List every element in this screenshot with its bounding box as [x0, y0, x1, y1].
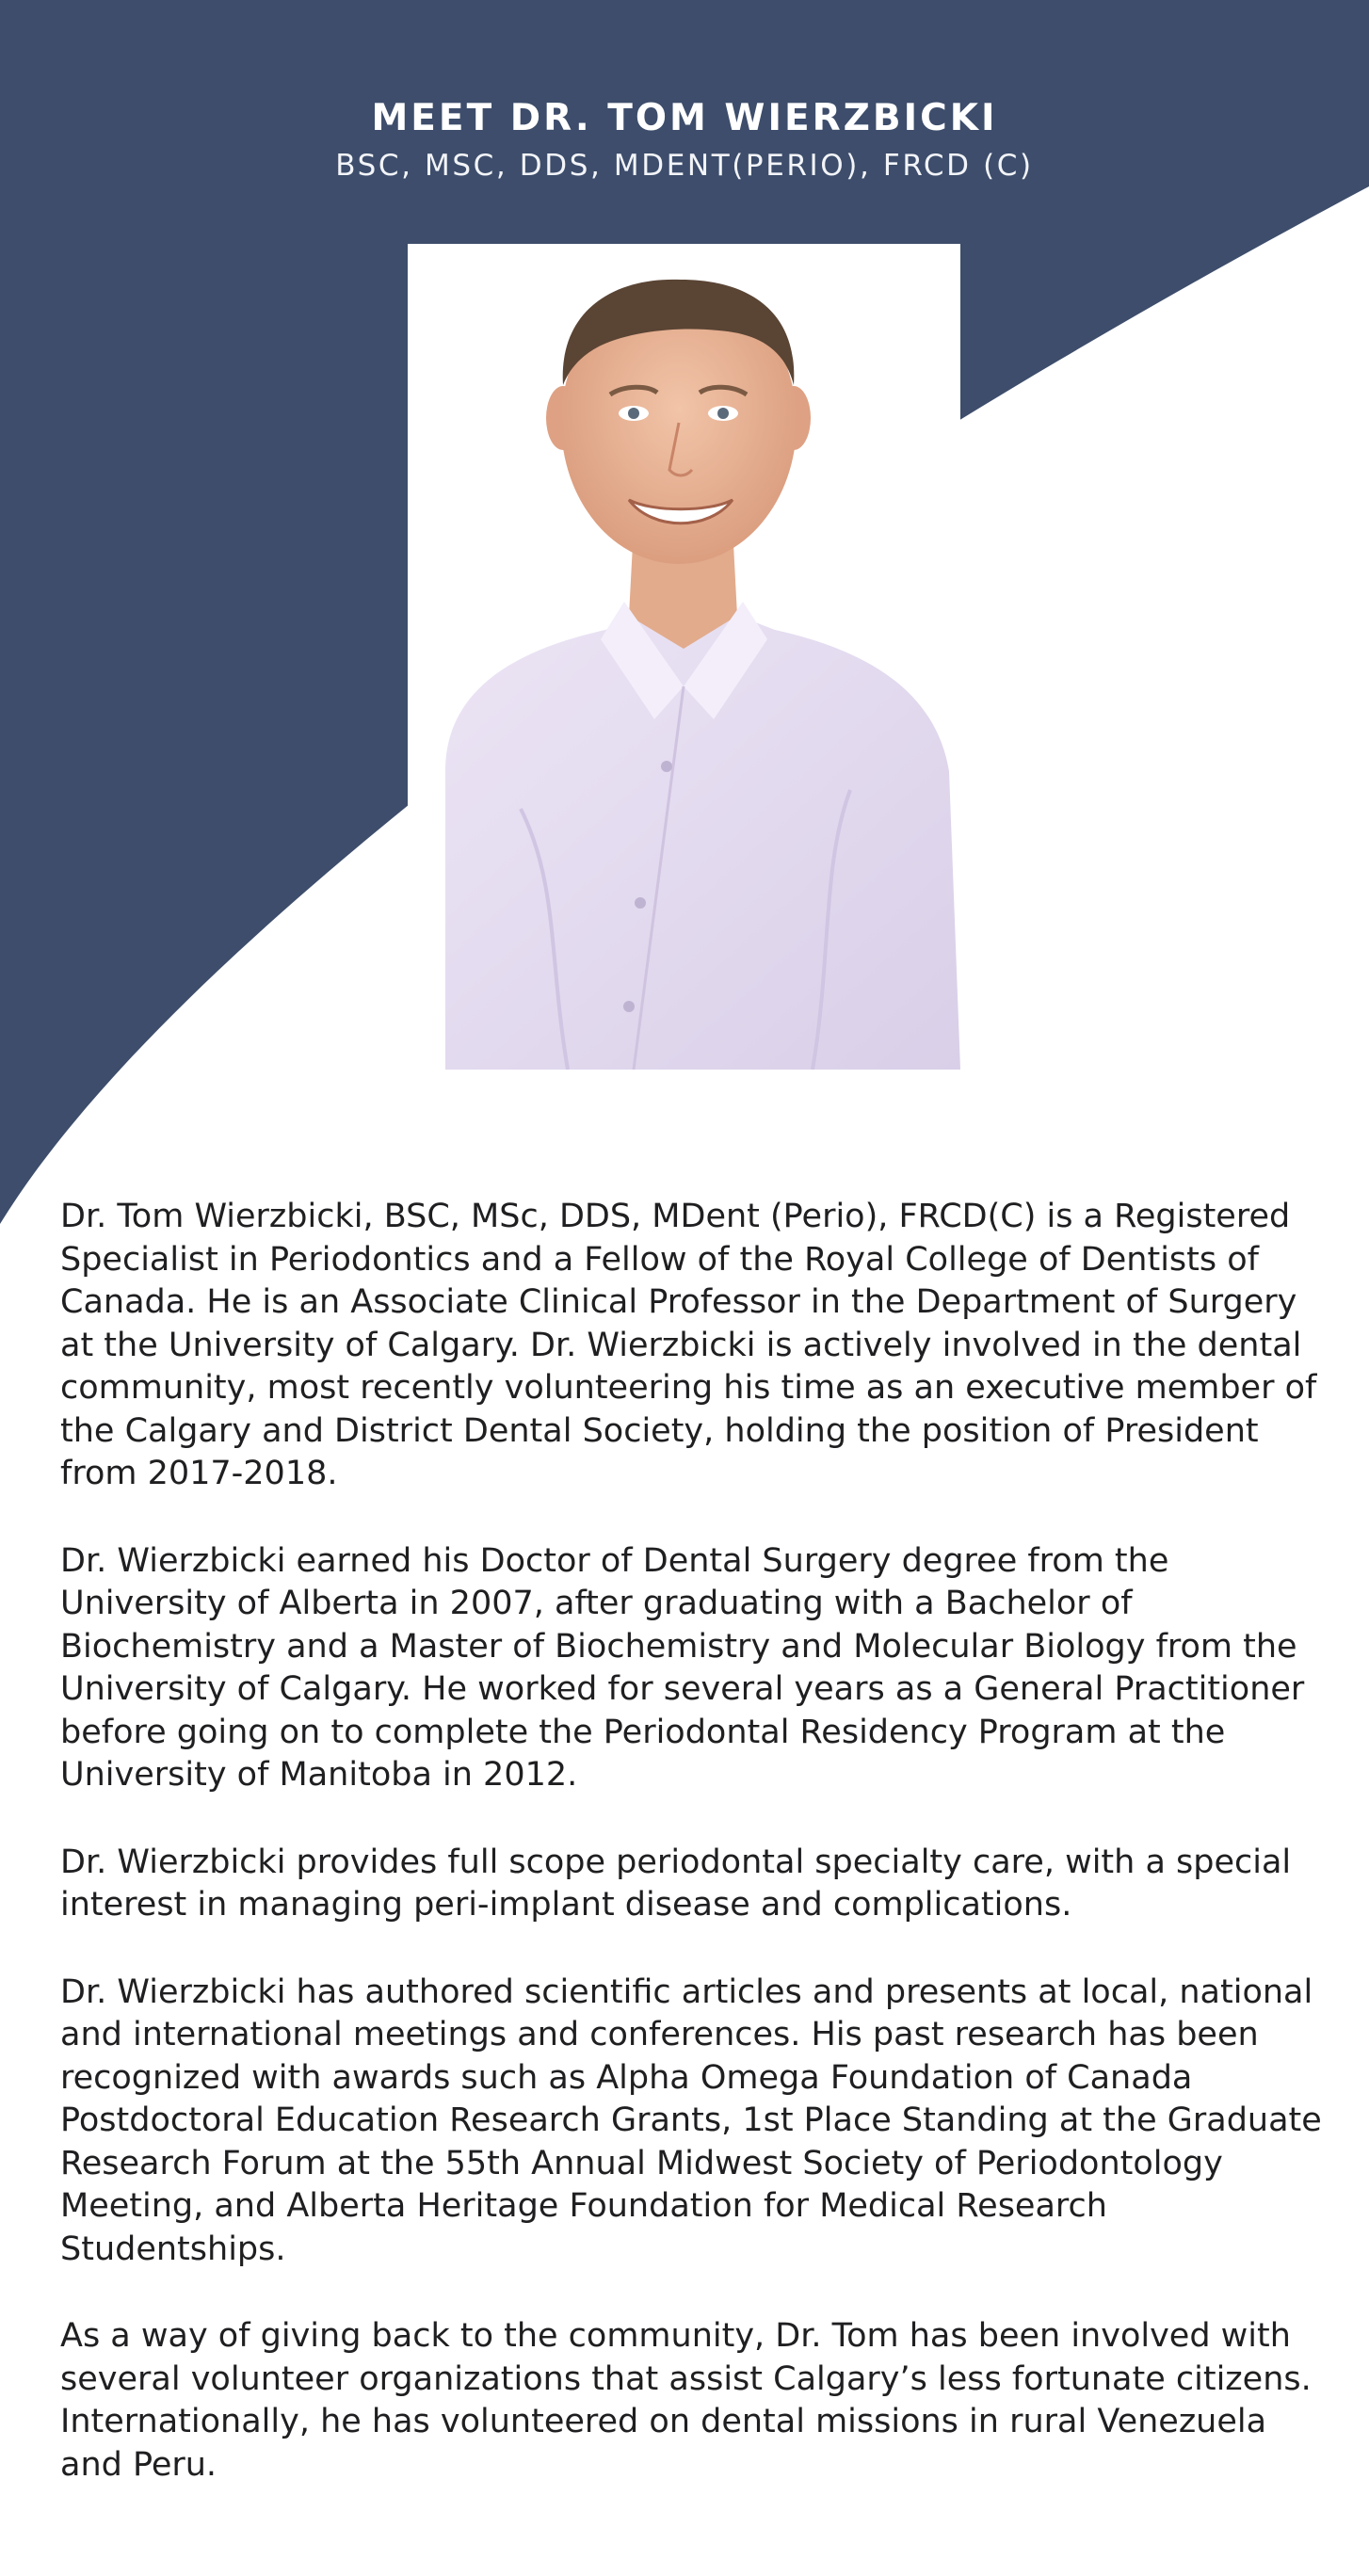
- bio-paragraph-3: Dr. Wierzbicki provides full scope periodontal specialty care, with a special interest in managing peri-implant disease and complications.: [60, 1843, 1292, 1924]
- bio-paragraph-2: Dr. Wierzbicki earned his Doctor of Dental Surgery degree from the University of Alberta in 2007, after graduating with a Bachelor of Biochemistry and a Master of Biochemistry and Molecular Biology from the University of Calgary. He worked for several years as a General Practitioner before going on to complete the Periodontal Residency Program at the University of Manitoba in 2012.: [60, 1541, 1305, 1794]
- portrait-photo-icon: [408, 244, 960, 1070]
- page-title: MEET DR. TOM WIERZBICKI: [371, 97, 998, 139]
- biography: [60, 1196, 1322, 2531]
- page-header: [0, 94, 1369, 186]
- bio-paragraph-1: Dr. Tom Wierzbicki, BSC, MSc, DDS, MDent (Perio), FRCD(C) is a Registered Specialist in Periodontics and a Fellow of the Royal College of Dentists of Canada. He is an Associate Clinical Professor in the Department of Surgery at the University of Calgary. Dr. Wierzbicki is actively involved in the dental community, most recently volunteering his time as an executive member of the Calgary and District Dental Society, holding the position of President from 2017-2018.: [60, 1198, 1317, 1492]
- bio-paragraph-5: As a way of giving back to the community, Dr. Tom has been involved with several volunteer organizations that assist Calgary’s less fortunate citizens. Internationally, he has volunteered on dental missions in rural Venezuela and Peru.: [60, 2317, 1312, 2484]
- bio-paragraph-4: Dr. Wierzbicki has authored scientific articles and presents at local, national and international meetings and conferences. His past research has been recognized with awards such as Alpha Omega Foundation of Canada Postdoctoral Education Research Grants, 1st Place Standing at the Graduate Research Forum at the 55th Annual Midwest Society of Periodontology Meeting, and Alberta Heritage Foundation for Medical Research Studentships.: [60, 1972, 1322, 2268]
- credentials-subtitle: BSC, MSC, DDS, MDENT(PERIO), FRCD (C): [335, 149, 1034, 183]
- doctor-portrait: [408, 244, 960, 1070]
